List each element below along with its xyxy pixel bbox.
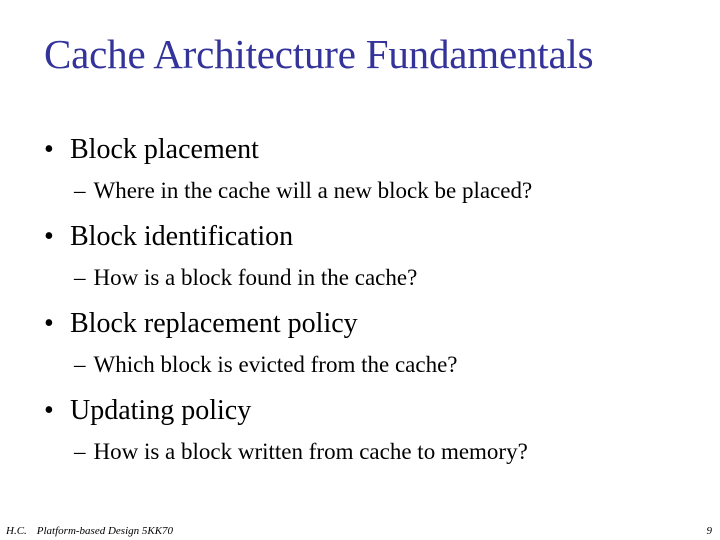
sub-bullet-text: How is a block found in the cache? [93, 265, 418, 290]
dash-icon: – [74, 265, 86, 290]
bullet-icon: • [44, 134, 54, 165]
sub-bullet [74, 265, 417, 291]
sub-bullet [74, 439, 528, 465]
footer-course: Platform-based Design 5KK70 [36, 525, 174, 537]
bullet-item [44, 395, 704, 482]
bullet-text: Block placement [70, 134, 259, 165]
bullet-text: Block replacement policy [70, 308, 358, 339]
bullet-item [44, 134, 704, 221]
bullet-icon: • [44, 308, 54, 339]
bullet-text: Block identification [70, 221, 294, 252]
bullet-item [44, 308, 704, 395]
dash-icon: – [74, 178, 86, 203]
bullet-item [44, 221, 704, 308]
page-number: 9 [706, 525, 712, 537]
footer-author: H.C. [6, 525, 27, 537]
bullet-text: Updating policy [70, 395, 252, 426]
dash-icon: – [74, 439, 86, 464]
bullet-icon: • [44, 395, 54, 426]
bullet-list [44, 134, 704, 482]
sub-bullet [74, 352, 458, 378]
sub-bullet-text: Where in the cache will a new block be placed? [93, 178, 533, 203]
footer-left [6, 525, 173, 537]
dash-icon: – [74, 352, 86, 377]
sub-bullet-text: Which block is evicted from the cache? [93, 352, 458, 377]
sub-bullet [74, 178, 532, 204]
bullet-icon: • [44, 221, 54, 252]
sub-bullet-text: How is a block written from cache to memory? [93, 439, 528, 464]
slide-title: Cache Architecture Fundamentals [44, 31, 594, 77]
